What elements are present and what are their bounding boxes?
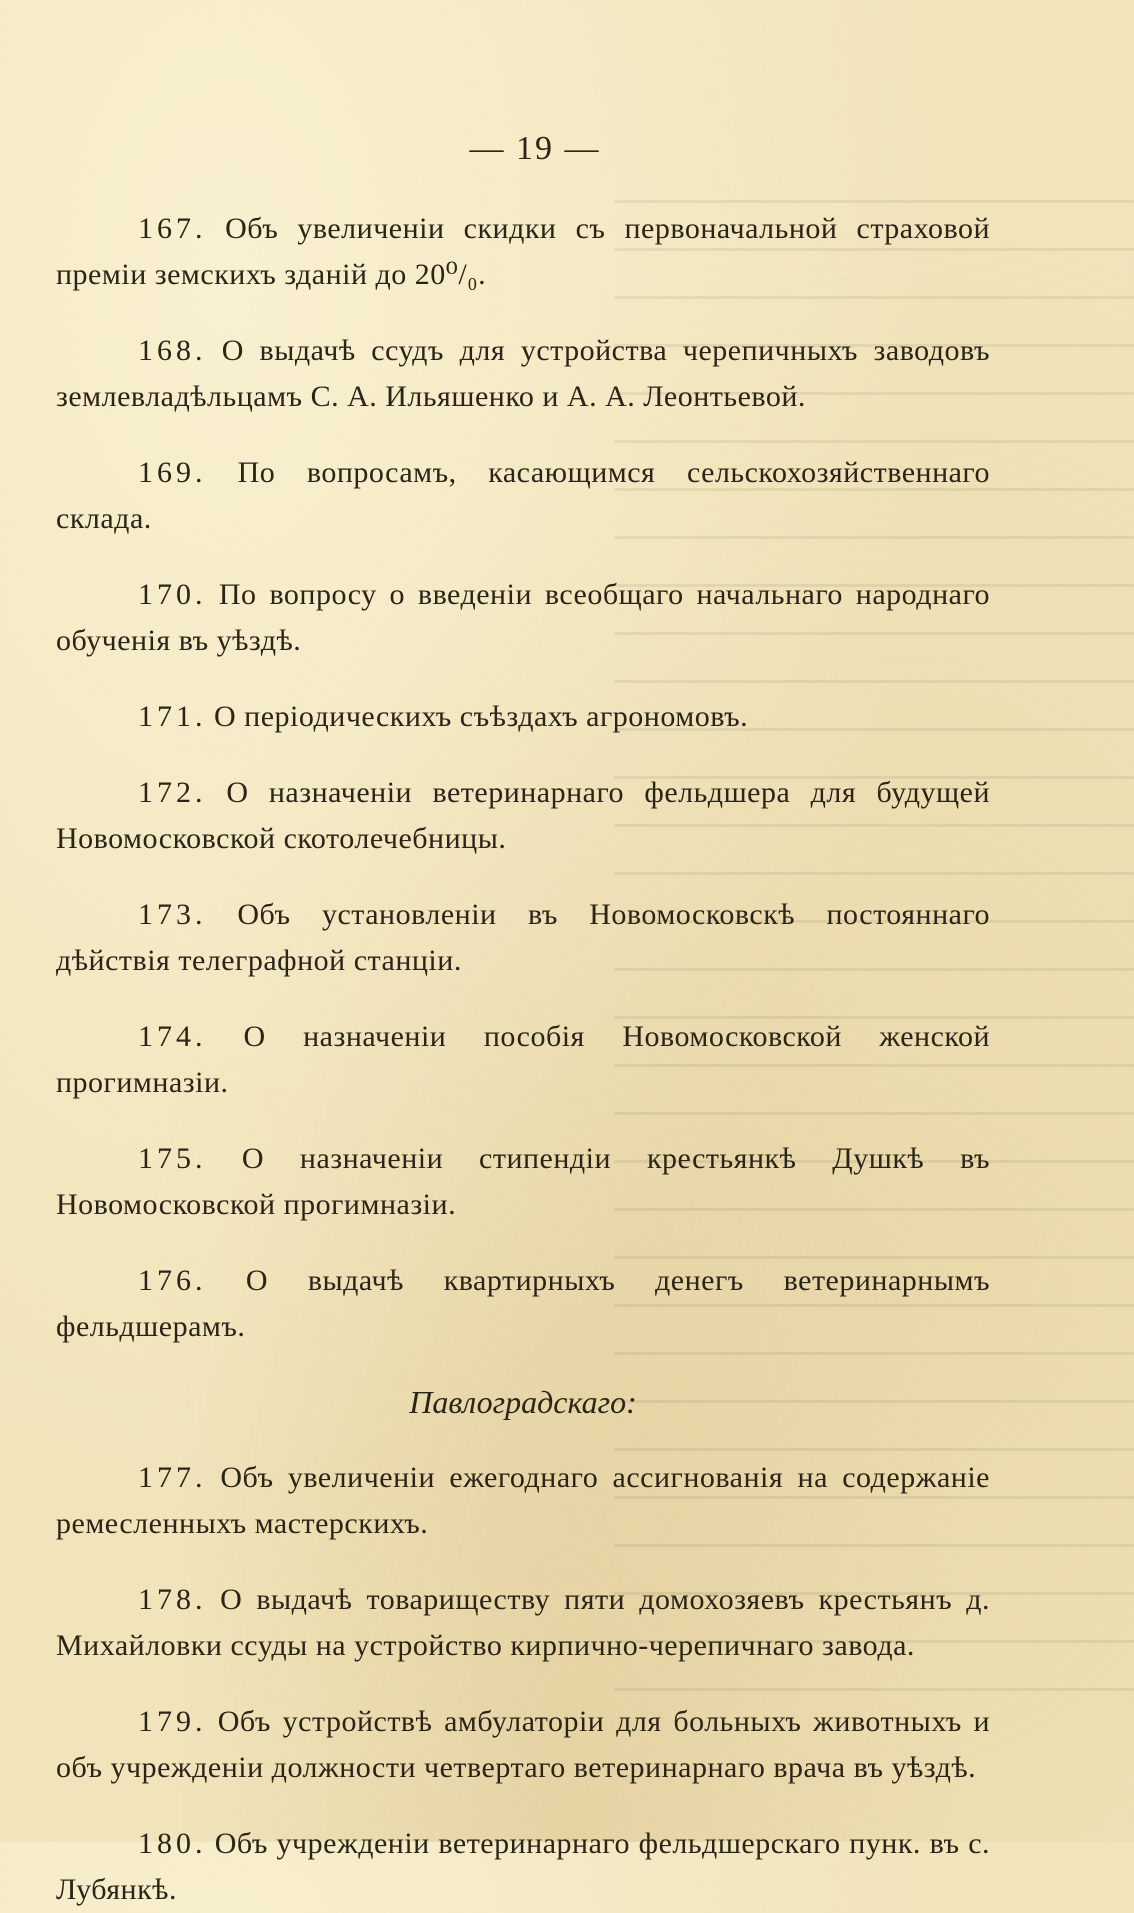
entries-list-part2 [56,1455,990,1913]
entry-number: 176. [138,1264,207,1297]
list-item [56,694,990,740]
entry-number: 173. [138,898,207,931]
section-heading: Павлоградскаго: [409,1384,637,1420]
list-item [56,1455,990,1547]
entries-list-part1 [56,206,990,1350]
entry-number: 170. [138,578,207,611]
list-item [56,1014,990,1106]
entry-text: О выдачѣ товариществу пяти домохозяевъ крестьянъ д. Михайловки ссуды на устройство кирпично-черепичнаго завода. [56,1583,991,1662]
entry-text: О назначеніи пособія Новомосковской женской прогимназіи. [56,1020,991,1099]
entry-text: О выдачѣ ссудъ для устройства черепичныхъ заводовъ землевладѣльцамъ С. А. Ильяшенко и А. А. Леонтьевой. [56,334,990,413]
entry-number: 180. [138,1827,207,1860]
entry-text: О назначеніи ветеринарнаго фельдшера для будущей Новомосковской скотолечебницы. [56,776,991,855]
list-item [56,892,990,984]
entry-text: О выдачѣ квартирныхъ денегъ ветеринарнымъ фельдшерамъ. [56,1264,990,1343]
entry-text: Объ увеличеніи ежегоднаго ассигнованія на содержаніе ремесленныхъ мастерскихъ. [56,1461,990,1540]
list-item [56,770,990,862]
entry-number: 172. [138,776,207,809]
document-page [56,130,991,1906]
entry-text: По вопросу о введеніи всеобщаго начальнаго народнаго обученія въ уѣздѣ. [56,578,991,657]
entry-text: О назначеніи стипендіи крестьянкѣ Душкѣ въ Новомосковской прогимназіи. [56,1142,990,1221]
entry-text: Объ устройствѣ амбулаторіи для больныхъ животныхъ и объ учрежденіи должности четвертаго ветеринарнаго врача въ уѣздѣ. [56,1705,990,1784]
entry-text: Объ учрежденіи ветеринарнаго фельдшерскаго пунк. въ с. Лубянкѣ. [56,1827,991,1906]
entry-text: По вопросамъ, касающимся сельскохозяйственнаго склада. [56,456,990,535]
list-item [56,1136,990,1228]
entry-number: 167. [138,212,207,245]
list-item [56,206,990,298]
list-item [56,1258,990,1350]
entry-number: 174. [138,1020,207,1053]
entry-text: О періодическихъ съѣздахъ агрономовъ. [214,700,749,733]
list-item [56,328,990,420]
entry-number: 169. [138,456,207,489]
list-item [56,572,990,664]
entry-number: 171. [138,700,207,733]
entry-number: 175. [138,1142,207,1175]
list-item [56,1699,990,1791]
list-item [56,1577,990,1669]
entry-text: Объ установленіи въ Новомосковскѣ постояннаго дѣйствія телеграфной станціи. [56,898,991,977]
list-item [56,450,990,542]
entry-number: 179. [138,1705,207,1738]
entry-number: 168. [138,334,207,367]
entry-text: Объ увеличеніи скидки съ первоначальной страховой преміи земскихъ зданій до 20⁰/₀. [56,212,990,291]
page-number: — 19 — [469,130,601,167]
entry-number: 178. [138,1583,207,1616]
list-item [56,1821,990,1913]
entry-number: 177. [138,1461,207,1494]
